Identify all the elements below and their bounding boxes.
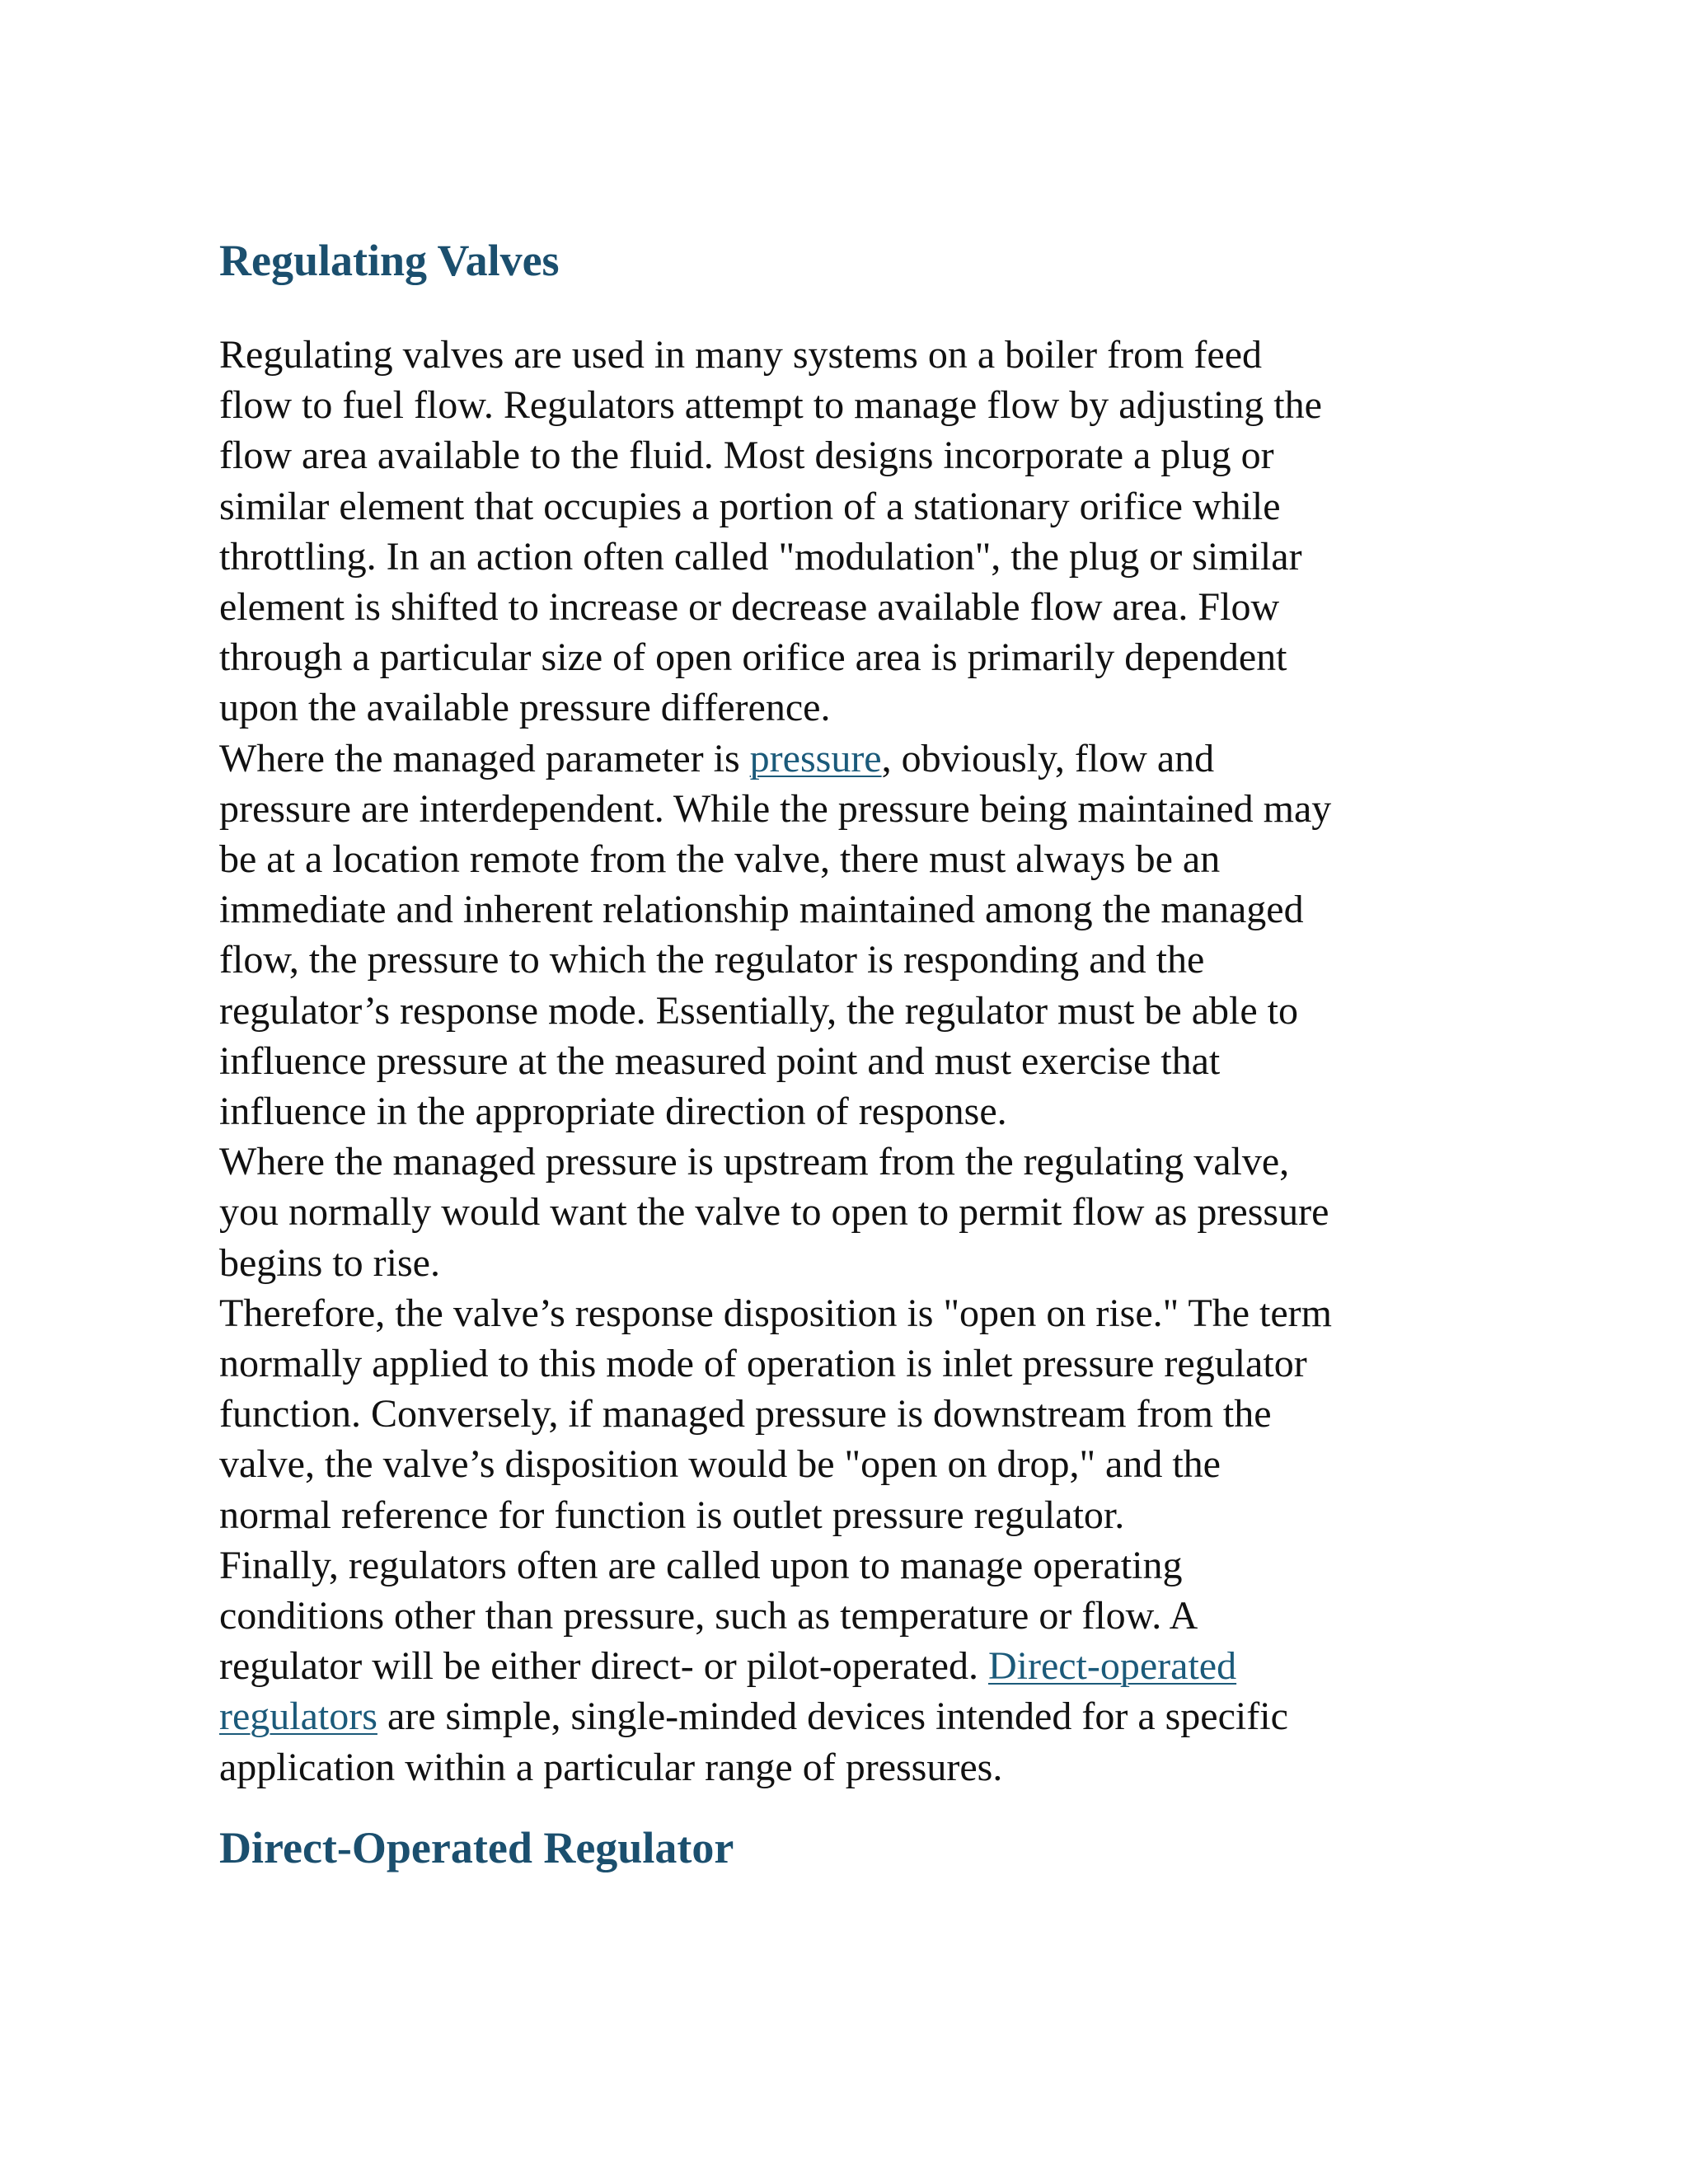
text-segment: are simple, single-minded devices intended for a specific [377,1694,1288,1739]
text-segment: Where the managed parameter is [219,736,750,780]
text-line: normal reference for function is outlet pressure regulator. [219,1493,1125,1537]
text-line: Regulating valves are used in many systems on a boiler from feed [219,333,1262,377]
text-line: similar element that occupies a portion of a stationary orifice while [219,484,1281,528]
paragraph-upstream [219,1137,1489,1288]
text-line: element is shifted to increase or decrease available flow area. Flow [219,585,1280,630]
heading-direct-operated-regulator: Direct-Operated Regulator [219,1823,734,1872]
text-segment: regulator will be either direct- or pilot-operated. [219,1644,988,1689]
text-line: immediate and inherent relationship maintained among the managed [219,888,1304,932]
text-line: flow to fuel flow. Regulators attempt to manage flow by adjusting the [219,383,1322,428]
paragraph-finally [219,1540,1489,1793]
text-line: begins to rise. [219,1240,440,1285]
text-line: Finally, regulators often are called upon to manage operating [219,1543,1183,1587]
text-segment: , obviously, flow and [881,736,1215,780]
direct-operated-regulators-link-cont[interactable]: regulators [219,1694,377,1739]
text-line [219,1641,1489,1691]
text-line: conditions other than pressure, such as temperature or flow. A [219,1594,1198,1638]
text-line: through a particular size of open orifice area is primarily dependent [219,635,1287,680]
text-line: pressure are interdependent. While the pressure being maintained may [219,786,1332,831]
text-line: throttling. In an action often called "modulation", the plug or similar [219,534,1302,579]
text-line: Therefore, the valve’s response disposition is "open on rise." The term [219,1291,1332,1335]
text-line: influence pressure at the measured point and must exercise that [219,1038,1221,1083]
text-line: normally applied to this mode of operation is inlet pressure regulator [219,1342,1307,1386]
paragraph-intro [219,330,1489,733]
pressure-link[interactable]: pressure [749,736,882,780]
body-text [219,330,1489,1793]
text-line [219,733,1489,784]
heading-regulating-valves: Regulating Valves [219,236,560,285]
text-line: application within a particular range of pressures. [219,1745,1003,1789]
text-line: regulator’s response mode. Essentially, the regulator must be able to [219,988,1298,1033]
text-line: valve, the valve’s disposition would be "open on drop," and the [219,1442,1221,1487]
text-line: Where the managed pressure is upstream from the regulating valve, [219,1140,1290,1184]
text-line: upon the available pressure difference. [219,686,831,730]
paragraph-disposition [219,1288,1489,1540]
text-line: function. Conversely, if managed pressure is downstream from the [219,1392,1272,1436]
text-line: flow, the pressure to which the regulator is responding and the [219,938,1205,982]
text-line: be at a location remote from the valve, there must always be an [219,837,1221,882]
paragraph-pressure [219,733,1489,1137]
text-line: flow area available to the fluid. Most designs incorporate a plug or [219,434,1274,478]
direct-operated-regulators-link[interactable]: Direct-operated [987,1644,1237,1689]
text-line: you normally would want the valve to open to permit flow as pressure [219,1190,1329,1235]
text-line: influence in the appropriate direction of response. [219,1090,1007,1134]
text-line [219,1691,1489,1741]
